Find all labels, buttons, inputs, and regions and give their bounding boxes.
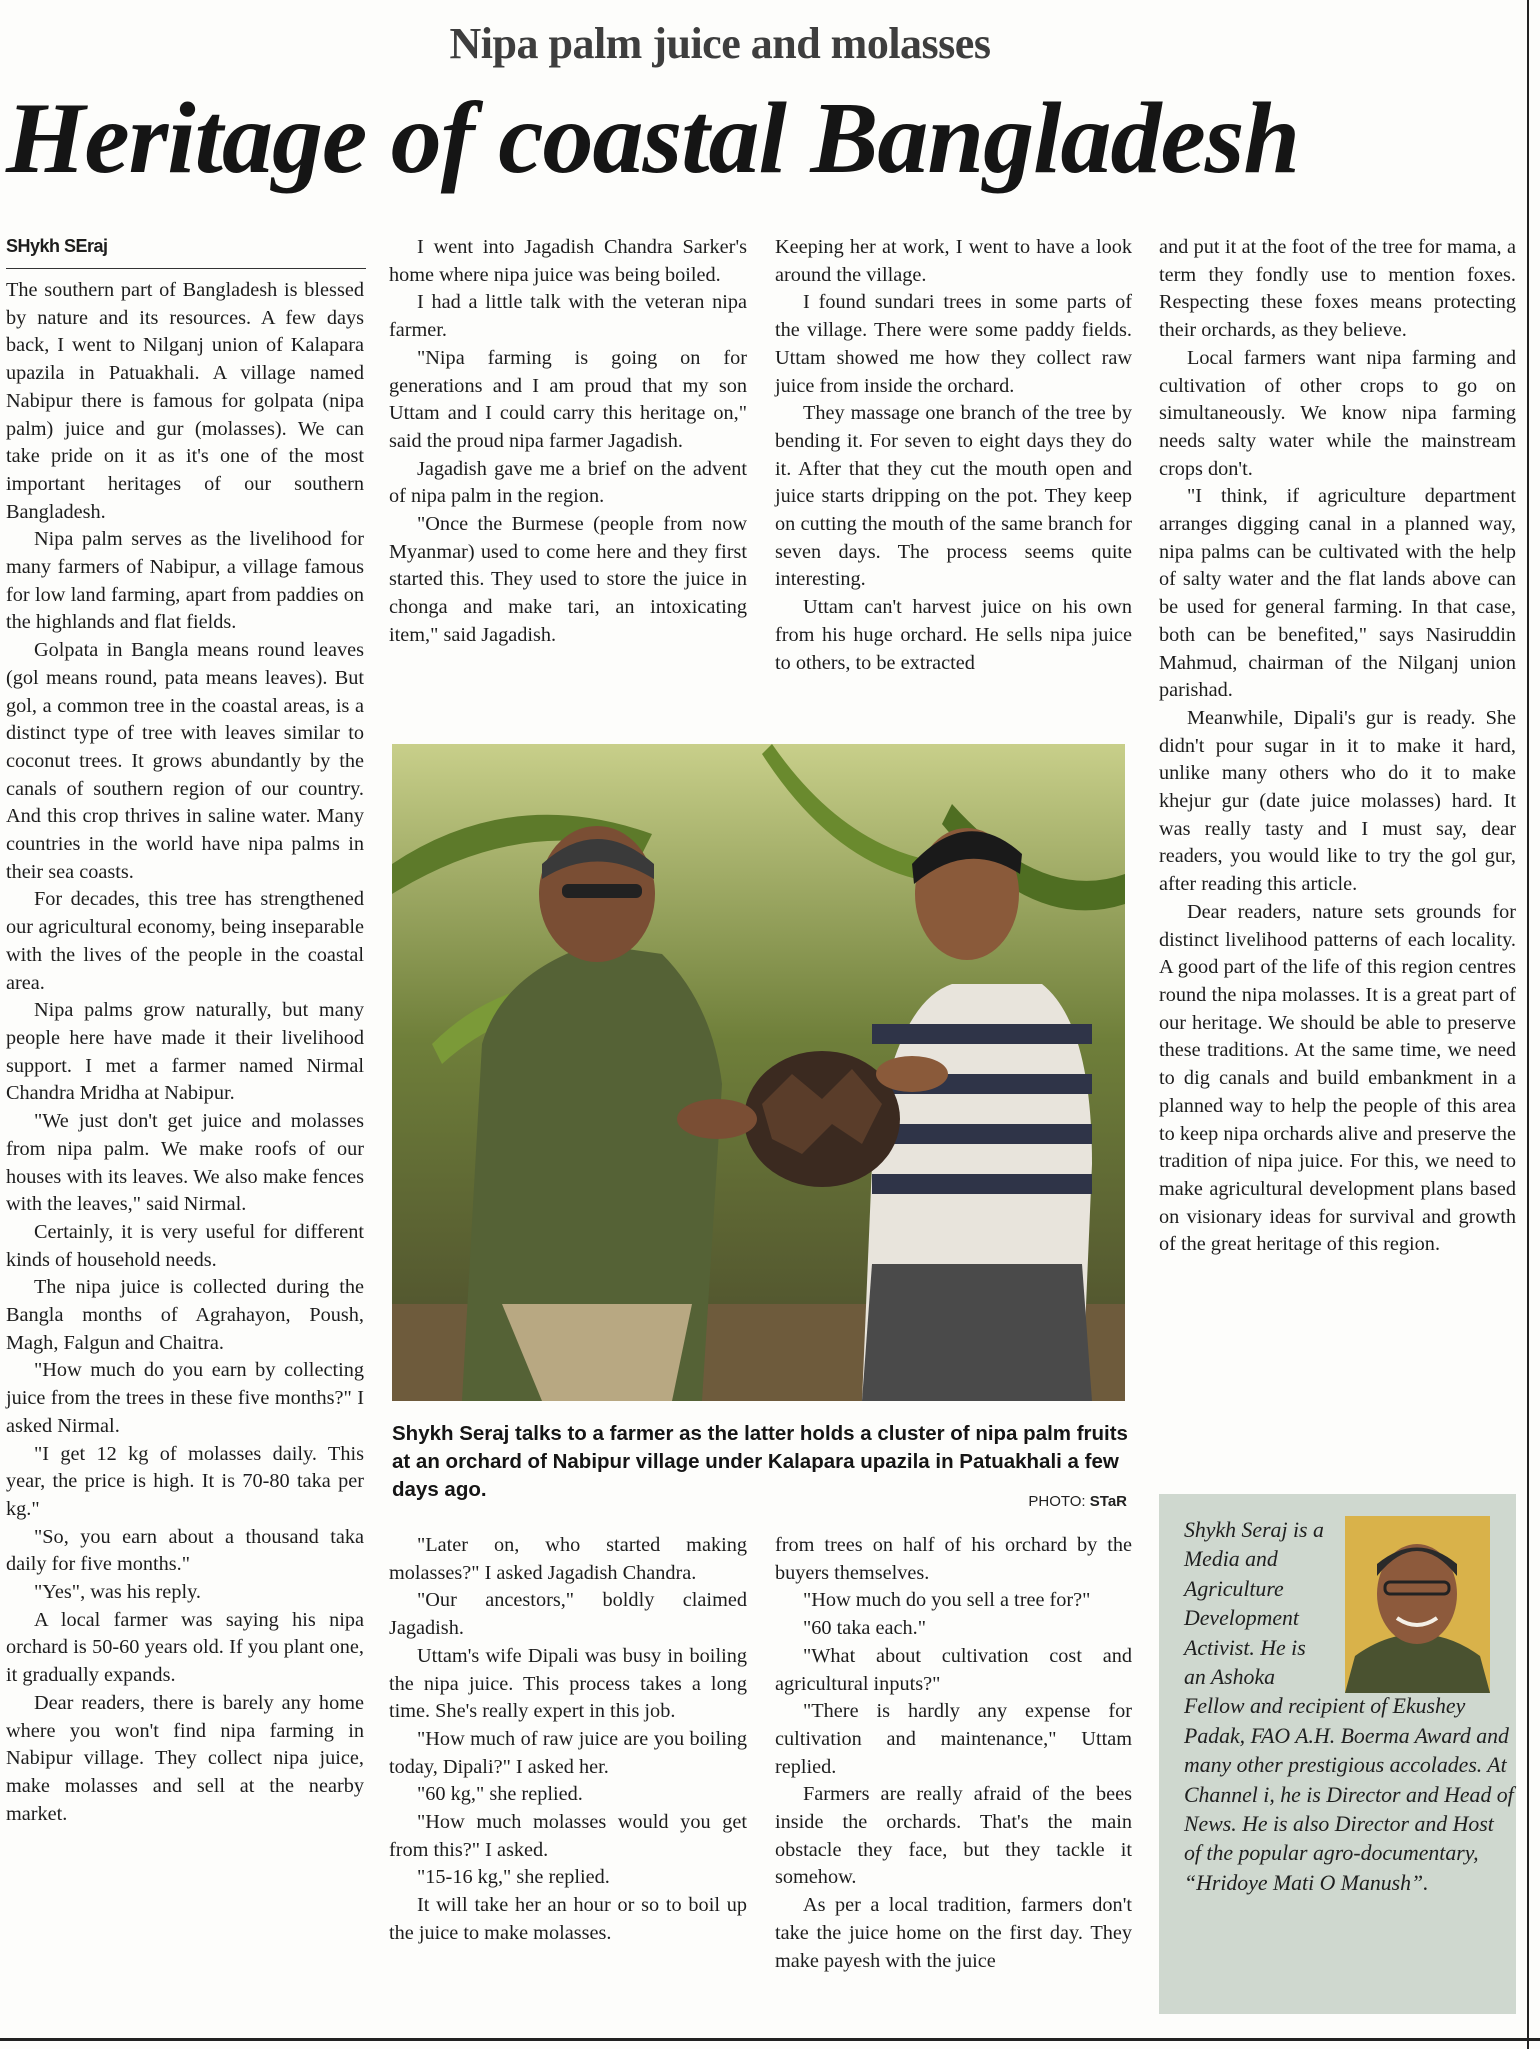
photo-credit [1012, 1493, 1127, 1510]
paragraph: For decades, this tree has strengthened our agricultural economy, being inseparable with the lives of the people in the coastal area. [6, 888, 364, 994]
paragraph: "I get 12 kg of molasses daily. This year, the price is high. It is 70-80 taka per kg." [6, 1442, 364, 1520]
paragraph: Dear readers, there is barely any home where you won't find nipa farming in Nabipur village. They collect nipa juice, make molasses and sell at the nearby market. [6, 1691, 364, 1825]
paragraph: Nipa palms grow naturally, but many people here have made it their livelihood support. I met a farmer named Nirmal Chandra Mridha at Nabipur. [6, 999, 364, 1105]
photo-illustration [392, 744, 1125, 1401]
paragraph: The southern part of Bangladesh is blessed by nature and its resources. A few days back, I went to Nilganj union of Kalapara upazila in Patuakhali. A village named Nabipur there is famous for golpata (nipa palm) juice and gur (molasses). We can take pride on it as it's one of the most important heritages of our southern Bangladesh. [6, 279, 364, 523]
byline: SHykh SEraj [6, 236, 108, 256]
article-column-2-bottom [389, 1532, 747, 1948]
paragraph: "How much do you earn by collecting juice from the trees in these five months?" I asked Nirmal. [6, 1359, 364, 1437]
paragraph: "15-16 kg," she replied. [417, 1866, 610, 1889]
paragraph: "I think, if agriculture department arranges digging canal in a planned way, nipa palms can be cultivated with the help of salty water and the flat lands above can be used for general farming. In that case, both can be benefited," says Nasiruddin Mahmud, chairman of the Nilganj union parishad. [1159, 485, 1516, 702]
kicker-headline: Nipa palm juice and molasses [449, 19, 991, 68]
article-column-3-top [775, 234, 1132, 677]
paragraph: Jagadish gave me a brief on the advent of nipa palm in the region. [389, 457, 747, 508]
paragraph: Dear readers, nature sets grounds for distinct livelihood patterns of each locality. A good part of the life of this region centres round the nipa molasses. It is a great part of our heritage. We should be able to preserve these traditions. At the same time, we need to dig canals and build embankment in a planned way to help the people of this area to keep nipa orchards alive and preserve the tradition of nipa juice. For this, we need to make agricultural development plans based on visionary ideas for survival and growth of the great heritage of this region. [1159, 900, 1516, 1256]
paragraph: Certainly, it is very useful for different kinds of household needs. [6, 1220, 364, 1271]
paragraph: I found sundari trees in some parts of the village. There were some paddy fields. Uttam showed me how they collect raw juice from inside the orchard. [775, 291, 1132, 397]
paragraph: "So, you earn about a thousand taka daily for five months." [6, 1525, 364, 1576]
paragraph: Nipa palm serves as the livelihood for many farmers of Nabipur, a village famous for low land farming, apart from paddies on the highlands and flat fields. [6, 528, 364, 634]
author-bio-text: Shykh Seraj is a Media and Agriculture Development Activist. He is an Ashoka Fellow and recipient of Ekushey Padak, FAO A.H. Boerma Award and many other prestigious accolades. At Channel i, he is Director and Head of News. He is also Director and Host of the popular agro-documentary, “Hridoye Mati O Manush”. [1184, 1518, 1514, 1895]
paragraph: Farmers are really afraid of the bees inside the orchards. That's the main obstacle they face, but they tackle it somehow. [775, 1783, 1132, 1889]
paragraph: Golpata in Bangla means round leaves (gol means round, pata means leaves). But gol, a common tree in the coastal areas, is a distinct type of tree with leaves similar to coconut trees. It grows abundantly by the canals of southern region of our country. And this crop thrives in saline water. Many countries in the world have nipa palms in their sea coasts. [6, 639, 364, 883]
article-column-3-bottom [775, 1532, 1132, 1975]
photo-caption: Shykh Seraj talks to a farmer as the latter holds a cluster of nipa palm fruits at an orchard of Nabipur village under Kalapara upazila in Patuakhali a few days ago. [392, 1422, 1128, 1501]
article-column-4 [1159, 234, 1516, 1259]
byline-rule [6, 268, 366, 269]
paragraph: from trees on half of his orchard by the buyers themselves. [775, 1534, 1132, 1584]
paragraph: "Nipa farming is going on for generations and I am proud that my son Uttam and I could carry this heritage on," said the proud nipa farmer Jagadish. [389, 346, 747, 452]
main-headline: Heritage of coastal Bangladesh [6, 82, 1300, 195]
article-photo [392, 744, 1125, 1401]
photo-credit-source: STaR [1089, 1493, 1127, 1510]
photo-credit-label: PHOTO: [1028, 1493, 1086, 1510]
paragraph: "Yes", was his reply. [34, 1581, 201, 1604]
paragraph: I went into Jagadish Chandra Sarker's home where nipa juice was being boiled. [389, 236, 747, 286]
paragraph: It will take her an hour or so to boil up the juice to make molasses. [389, 1894, 747, 1944]
paragraph: They massage one branch of the tree by bending it. For seven to eight days they do it. After that they cut the mouth open and juice starts dripping on the pot. They keep on cutting the mouth of the same branch for seven days. The process seems quite interesting. [775, 402, 1132, 591]
paragraph: "Later on, who started making molasses?" I asked Jagadish Chandra. [389, 1534, 747, 1584]
paragraph: Uttam can't harvest juice on his own from his huge orchard. He sells nipa juice to others, to be extracted [775, 596, 1132, 674]
paragraph: The nipa juice is collected during the Bangla months of Agrahayon, Poush, Magh, Falgun and Chaitra. [6, 1276, 364, 1354]
bio-wrap-spacer [1324, 1516, 1514, 1692]
paragraph: "We just don't get juice and molasses from nipa palm. We make roofs of our houses with its leaves. We also make fences with the leaves," said Nirmal. [6, 1110, 364, 1216]
paragraph: "How much do you sell a tree for?" [803, 1589, 1091, 1612]
paragraph: Meanwhile, Dipali's gur is ready. She didn't pour sugar in it to make it hard, unlike many others who do it to make khejur gur (date juice molasses) hard. It was really tasty and I must say, dear readers, you would like to try the gol gur, after reading this article. [1159, 706, 1516, 896]
paragraph: "60 taka each." [803, 1617, 926, 1640]
paragraph: Keeping her at work, I went to have a look around the village. [775, 236, 1132, 286]
paragraph: Uttam's wife Dipali was busy in boiling the nipa juice. This process takes a long time. She's really expert in this job. [389, 1644, 747, 1723]
paragraph: I had a little talk with the veteran nipa farmer. [389, 291, 747, 342]
column-rule-right [1527, 0, 1529, 2049]
paragraph: As per a local tradition, farmers don't take the juice home on the first day. They make payesh with the juice [775, 1894, 1132, 1972]
paragraph: "Our ancestors," boldly claimed Jagadish. [389, 1589, 747, 1640]
article-column-2-top [389, 234, 747, 650]
paragraph: "How much molasses would you get from this?" I asked. [389, 1811, 747, 1861]
article-column-1 [6, 277, 364, 1828]
paragraph: A local farmer was saying his nipa orchard is 50-60 years old. If you plant one, it gradually expands. [6, 1608, 364, 1687]
paragraph: "How much of raw juice are you boiling today, Dipali?" I asked her. [389, 1727, 747, 1778]
paragraph: Local farmers want nipa farming and cultivation of other crops to go on simultaneously. We know nipa farming needs salty water while the mainstream crops don't. [1159, 346, 1516, 480]
paragraph: "Once the Burmese (people from now Myanmar) used to come here and they first started this. They used to store the juice in chonga and make tari, an intoxicating item," said Jagadish. [389, 513, 747, 646]
paragraph: "There is hardly any expense for cultivation and maintenance," Uttam replied. [775, 1700, 1132, 1778]
author-bio [1184, 1516, 1514, 1898]
paragraph: "60 kg," she replied. [417, 1783, 583, 1806]
paragraph: "What about cultivation cost and agricultural inputs?" [775, 1644, 1132, 1695]
paragraph: and put it at the foot of the tree for mama, a term they fondly use to mention foxes. Respecting these foxes means protecting their orchards, as they believe. [1159, 236, 1516, 342]
page-rule-bottom [0, 2038, 1540, 2041]
